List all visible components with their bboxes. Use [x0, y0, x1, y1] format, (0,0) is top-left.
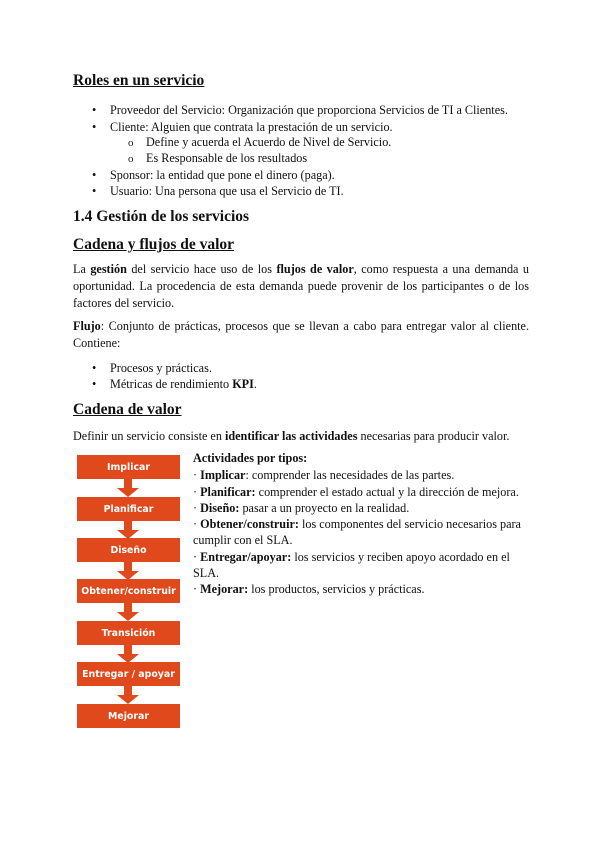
list-item: Proveedor del Servicio: Organización que proporciona Servicios de TI a Clientes.	[110, 103, 508, 117]
activity-item: · Planificar: comprender el estado actual y la dirección de mejora.	[193, 485, 519, 499]
flujo-term: Flujo	[73, 319, 101, 333]
list-item: Usuario: Una persona que usa el Servicio de TI.	[110, 184, 344, 198]
list-item: Métricas de rendimiento KPI.	[110, 377, 257, 391]
cadena-intro: Definir un servicio consiste en identificar las actividades necesarias para producir valor.	[73, 429, 510, 443]
gestion-term: gestión	[90, 262, 127, 276]
flow-step-diseno: Diseño	[77, 538, 180, 562]
flow-step-implicar: Implicar	[77, 455, 180, 479]
flow-step-mejorar: Mejorar	[77, 704, 180, 728]
cadena-flujos-heading: Cadena y flujos de valor	[73, 236, 235, 253]
bullet: •	[92, 103, 97, 117]
bullet: •	[92, 361, 97, 375]
sub-bullet: o	[128, 153, 134, 165]
flow-step-obtener: Obtener/construir	[77, 579, 180, 603]
flujos-term: flujos de valor	[276, 262, 354, 276]
bullet: •	[92, 184, 97, 198]
flow-step-entregar: Entregar / apoyar	[77, 662, 180, 686]
activity-item: · Implicar: comprender las necesidades de las partes.	[193, 468, 455, 482]
flow-arrow-icon	[117, 479, 139, 497]
sub-list-item: Define y acuerda el Acuerdo de Nivel de Servicio.	[146, 135, 392, 149]
bullet: •	[92, 120, 97, 134]
activity-item: · Obtener/construir: los componentes del servicio necesarios para	[193, 517, 521, 531]
flow-step-planificar: Planificar	[77, 497, 180, 521]
list-item: Cliente: Alguien que contrata la prestación de un servicio.	[110, 120, 393, 134]
flow-step-transicion: Transición	[77, 621, 180, 645]
flow-arrow-icon	[117, 603, 139, 621]
kpi-term: KPI	[232, 377, 254, 391]
activities-title: Actividades por tipos:	[193, 451, 308, 465]
activity-item: · Diseño: pasar a un proyecto en la realidad.	[193, 501, 410, 515]
identificar-term: identificar las actividades	[224, 429, 358, 443]
list-item: Procesos y prácticas.	[110, 361, 212, 375]
sub-list-item: Es Responsable de los resultados	[146, 151, 308, 165]
flow-arrow-icon	[117, 686, 139, 704]
roles-heading: Roles en un servicio	[73, 72, 205, 89]
activity-item: · Entregar/apoyar: los servicios y reciben apoyo acordado en el	[193, 550, 510, 564]
bullet: •	[92, 377, 97, 391]
gestion-paragraph: La gestión del servicio hace uso de los flujos de valor, como respuesta a una demanda u oportunidad. La procedencia de esta demanda puede provenir de los participantes o de los factores del servicio.	[73, 262, 529, 310]
sub-bullet: o	[128, 137, 134, 149]
flow-arrow-icon	[117, 645, 139, 663]
list-item: Sponsor: la entidad que pone el dinero (paga).	[110, 168, 335, 182]
flujo-paragraph: Flujo: Conjunto de prácticas, procesos que se llevan a cabo para entregar valor al cliente. Contiene:	[73, 319, 529, 350]
section-heading: 1.4 Gestión de los servicios	[73, 208, 250, 225]
activity-item-cont: SLA.	[193, 566, 220, 580]
activity-item: · Mejorar: los productos, servicios y prácticas.	[193, 582, 425, 596]
flow-arrow-icon	[117, 562, 139, 580]
activity-item-cont: cumplir con el SLA.	[193, 533, 293, 547]
flow-arrow-icon	[117, 521, 139, 539]
bullet: •	[92, 168, 97, 182]
cadena-valor-heading: Cadena de valor	[73, 401, 182, 418]
